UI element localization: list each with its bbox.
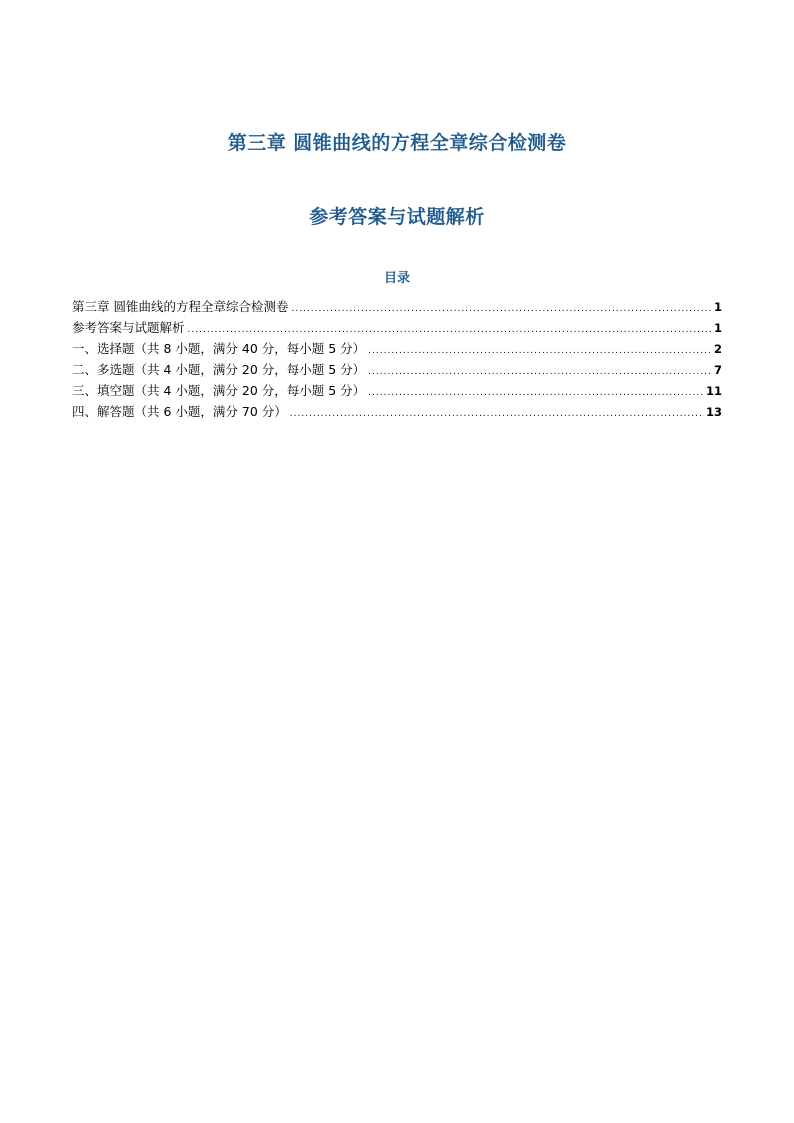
toc-entry-page: 11 [705,384,722,398]
toc-dot-leader [291,298,712,319]
toc-dot-leader [290,403,704,424]
toc-dot-leader [368,340,712,361]
toc-entry-text: 第三章 圆锥曲线的方程全章综合检测卷 [72,299,289,314]
toc-entry[interactable] [72,401,722,422]
toc-entry-text: 二、多选题（共 4 小题，满分 20 分，每小题 5 分） [72,362,366,377]
toc-entry-page: 7 [713,363,722,377]
document-subtitle: 参考答案与试题解析 [309,206,485,228]
toc-entry-page: 1 [713,300,722,314]
toc-entry-text: 四、解答题（共 6 小题，满分 70 分） [72,404,287,419]
toc-dot-leader [368,382,704,403]
toc-heading: 目录 [383,271,410,286]
toc-entry-text: 参考答案与试题解析 [72,320,185,335]
toc-entry-page: 1 [713,321,722,335]
toc-entry-text: 一、选择题（共 8 小题，满分 40 分，每小题 5 分） [72,341,366,356]
toc-entry[interactable] [72,296,722,317]
table-of-contents [72,296,722,422]
toc-entry-page: 2 [713,342,722,356]
toc-entry[interactable] [72,380,722,401]
toc-entry-text: 三、填空题（共 4 小题，满分 20 分，每小题 5 分） [72,383,366,398]
toc-dot-leader [368,361,712,382]
toc-entry[interactable] [72,338,722,359]
document-title: 第三章 圆锥曲线的方程全章综合检测卷 [227,132,567,154]
toc-entry-page: 13 [705,405,722,419]
toc-dot-leader [188,319,712,340]
toc-entry[interactable] [72,359,722,380]
toc-entry[interactable] [72,317,722,338]
